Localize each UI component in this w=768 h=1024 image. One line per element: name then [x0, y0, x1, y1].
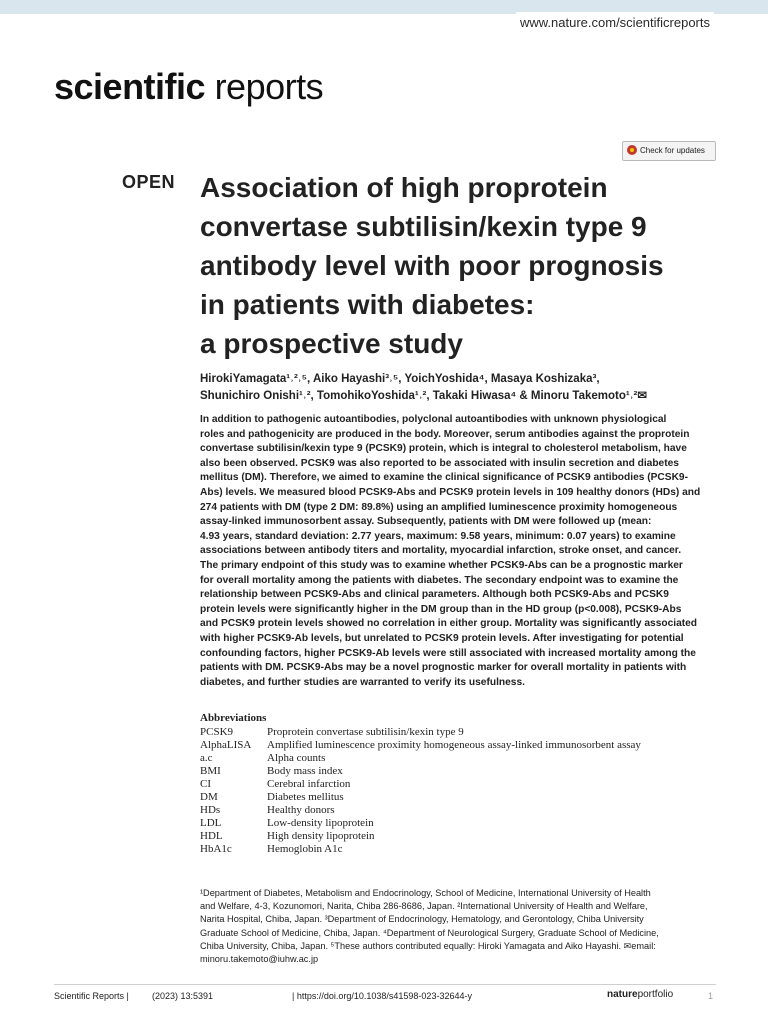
- footer-citation: (2023) 13:5391: [152, 991, 214, 1001]
- abbreviation-definition: Hemoglobin A1c: [267, 843, 343, 855]
- title-line: in patients with diabetes:: [200, 289, 535, 320]
- abstract-line: associations between antibody titers and mortality, myocardial infarction, stroke onset, and cancer.: [200, 545, 682, 557]
- author-list: [200, 371, 720, 405]
- abstract-line: roles and pathogenicity are produced in the body. Moreover, serum antibodies against the proprotein: [200, 428, 690, 440]
- abbreviation-row: [200, 817, 641, 830]
- abbreviation-definition: Cerebral infarction: [267, 778, 351, 790]
- title-line: convertase subtilisin/kexin type 9: [200, 211, 647, 242]
- page-number: 1: [708, 991, 714, 1001]
- abbreviations-heading: Abbreviations: [200, 712, 267, 724]
- abbreviation-row: [200, 739, 641, 752]
- abstract-line: relationship between PCSK9-Abs and clinical parameters. Although both PCSK9-Abs and PCSK9: [200, 589, 669, 601]
- journal-url[interactable]: www.nature.com/scientificreports: [516, 12, 714, 34]
- abstract-line: Abs) levels. We measured blood PCSK9-Abs and PCSK9 protein levels in 109 healthy donors (HDs) and: [200, 486, 701, 498]
- affiliation-email[interactable]: minoru.takemoto@iuhw.ac.jp: [200, 954, 319, 965]
- title-line: a prospective study: [200, 328, 463, 359]
- abstract-line: assay-linked immunosorbent assay. Subsequently, patients with DM were followed up (mean:: [200, 516, 652, 528]
- abbreviation-row: [200, 830, 641, 843]
- abstract: [200, 413, 716, 690]
- logo-scientific: scientific: [54, 66, 206, 107]
- abbreviation-term: HbA1c: [200, 843, 232, 855]
- abbreviation-definition: Alpha counts: [267, 752, 326, 764]
- abbreviation-definition: Proprotein convertase subtilisin/kexin type 9: [267, 726, 464, 738]
- abbreviation-term: HDL: [200, 830, 223, 842]
- abstract-line: patients with DM. PCSK9-Abs may be a novel prognostic marker for overall mortality in patients with: [200, 662, 687, 674]
- abbreviation-term: BMI: [200, 765, 221, 777]
- abbreviation-term: a.c: [200, 752, 213, 764]
- abbreviation-term: AlphaLISA: [200, 739, 252, 751]
- abbreviation-row: [200, 843, 641, 856]
- abbreviations-list: [200, 726, 641, 856]
- authors-line-1: HirokiYamagata¹˒²˒⁵, Aiko Hayashi³˒⁵, YoichYoshida⁴, Masaya Koshizaka³,: [200, 373, 600, 385]
- abstract-line: convertase subtilisin/kexin type 9 (PCSK9) protein, which is integral to cholesterol metabolism, have: [200, 443, 687, 455]
- abbreviation-row: [200, 726, 641, 739]
- abstract-line: confounding factors, higher PCSK9-Ab levels were still associated with increased mortality among the: [200, 647, 696, 659]
- affiliation-line: Chiba University, Chiba, Japan. ⁵These authors contributed equally: Hiroki Yamagata and Aiko Hayashi. ✉email:: [200, 940, 656, 951]
- abbreviation-term: LDL: [200, 817, 222, 829]
- article-title: [200, 168, 720, 363]
- nature-portfolio-logo: [607, 989, 673, 1000]
- logo-reports: reports: [205, 66, 324, 107]
- publisher-nature: nature: [607, 989, 638, 1000]
- affiliations: [200, 887, 716, 966]
- abbreviation-row: [200, 804, 641, 817]
- abbreviation-definition: High density lipoprotein: [267, 830, 375, 842]
- abstract-line: also been observed. PCSK9 was also reported to be associated with insulin secretion and diabetes: [200, 457, 679, 469]
- abstract-line: for overall mortality among the patients with diabetes. The secondary endpoint was to examine the: [200, 574, 679, 586]
- check-for-updates-button[interactable]: [622, 141, 716, 161]
- abbreviation-term: PCSK9: [200, 726, 234, 738]
- footer-divider: [54, 984, 716, 985]
- open-access-label: OPEN: [122, 172, 176, 192]
- affiliation-line: ¹Department of Diabetes, Metabolism and Endocrinology, School of Medicine, International University of Health: [200, 888, 651, 898]
- abbreviation-definition: Healthy donors: [267, 804, 335, 816]
- affiliation-line: Graduate School of Medicine, Chiba, Japan. ⁴Department of Neurological Surgery, Graduate School of Medicine,: [200, 927, 659, 938]
- abbreviation-term: HDs: [200, 804, 221, 816]
- title-line: antibody level with poor prognosis: [200, 250, 664, 281]
- abstract-line: The primary endpoint of this study was to examine whether PCSK9-Abs can be a prognostic marker: [200, 559, 683, 571]
- abstract-line: and PCSK9 protein levels showed no correlation in either group. Mortality was significantly associated: [200, 618, 698, 630]
- abbreviation-row: [200, 778, 641, 791]
- abbreviation-row: [200, 765, 641, 778]
- abbreviation-definition: Body mass index: [267, 765, 343, 777]
- abstract-line: diabetes, and further studies are warranted to verify its usefulness.: [200, 676, 525, 688]
- crossmark-icon: [627, 145, 637, 155]
- abstract-line: protein levels were significantly higher in the DM group than in the HD group (p<0.008), PCSK9-Abs: [200, 603, 682, 615]
- affiliation-line: Narita Hospital, Chiba, Japan. ³Department of Endocrinology, Hematology, and Gerontology, Chiba University: [200, 914, 644, 925]
- abbreviation-definition: Low-density lipoprotein: [267, 817, 374, 829]
- affiliation-line: and Welfare, 4-3, Kozunomori, Narita, Chiba 286-8686, Japan. ²International University of Health and Welfare,: [200, 901, 648, 912]
- abbreviation-row: [200, 791, 641, 804]
- abstract-line: mellitus (DM). Therefore, we aimed to examine the clinical significance of PCSK9 antibodies (PCSK9-: [200, 472, 688, 484]
- publisher-portfolio: portfolio: [637, 989, 674, 1000]
- abstract-line: In addition to pathogenic autoantibodies, polyclonal autoantibodies with unknown physiological: [200, 414, 667, 425]
- footer-doi-link[interactable]: | https://doi.org/10.1038/s41598-023-32644-y: [292, 991, 472, 1001]
- abbreviation-definition: Amplified luminescence proximity homogeneous assay-linked immunosorbent assay: [267, 739, 641, 751]
- footer-journal: Scientific Reports |: [54, 991, 129, 1001]
- check-for-updates-label: Check for updates: [640, 146, 705, 155]
- abstract-line: 4.93 years, standard deviation: 2.77 years, maximum: 9.58 years, minimum: 0.07 years) to examine: [200, 530, 676, 542]
- journal-logo[interactable]: [54, 66, 323, 108]
- abbreviation-term: DM: [200, 791, 218, 803]
- abbreviation-term: CI: [200, 778, 211, 790]
- abstract-line: with higher PCSK9-Ab levels, but unrelated to PCSK9 protein levels. After investigating for potential: [200, 632, 684, 644]
- authors-line-2: Shunichiro Onishi¹˒², TomohikoYoshida¹˒², Takaki Hiwasa⁴ & Minoru Takemoto¹˒²✉: [200, 390, 648, 402]
- abbreviation-definition: Diabetes mellitus: [267, 791, 344, 803]
- abstract-line: 274 patients with DM (type 2 DM: 89.8%) using an amplified luminescence proximity homogeneous: [200, 501, 678, 513]
- abbreviation-row: [200, 752, 641, 765]
- title-line: Association of high proprotein: [200, 172, 608, 203]
